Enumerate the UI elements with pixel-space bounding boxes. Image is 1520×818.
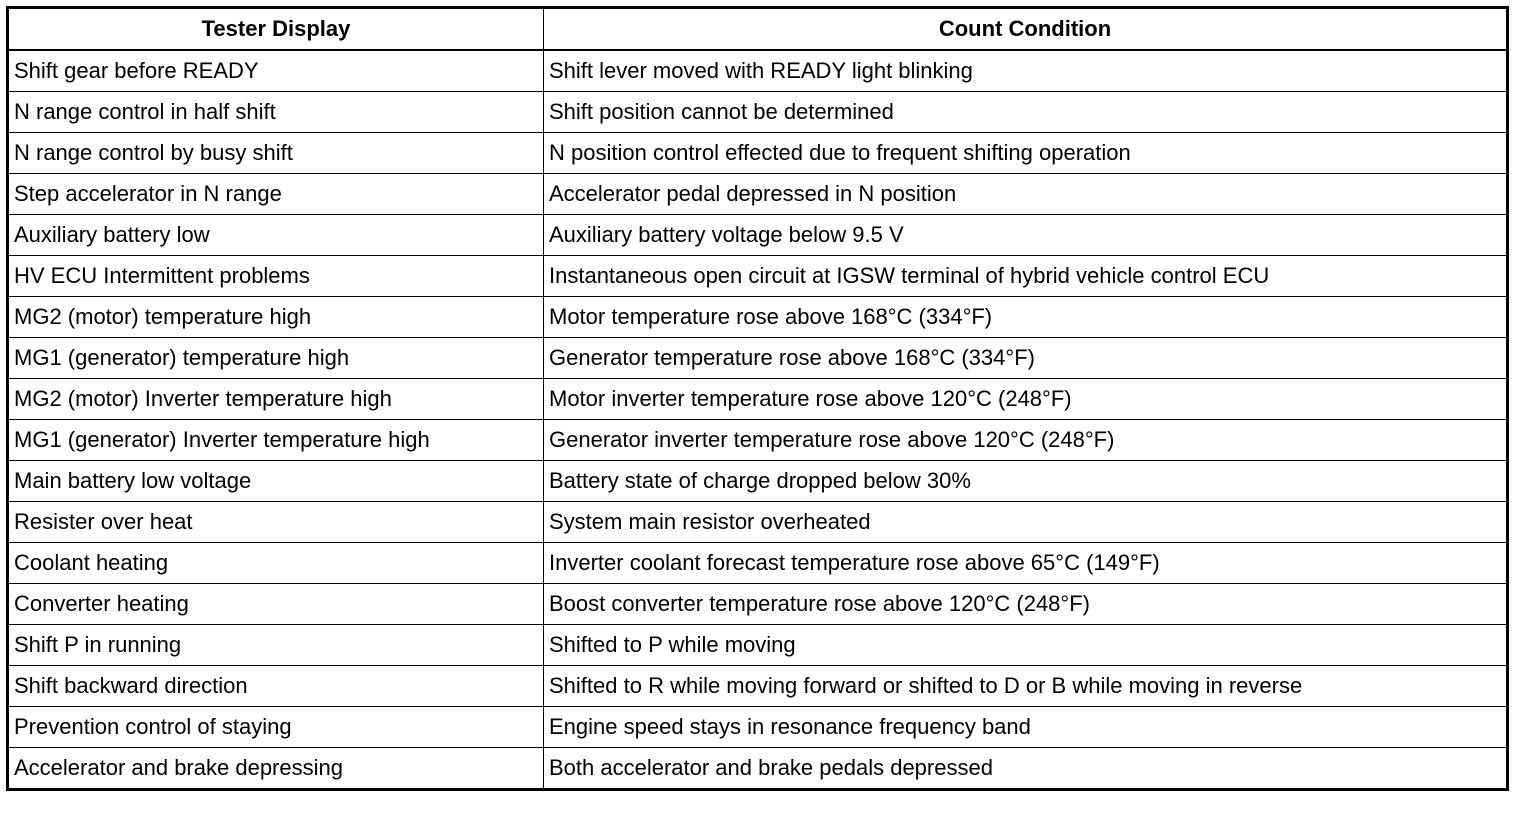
- table-row: [8, 502, 1508, 543]
- count-condition-cell: Motor inverter temperature rose above 120°C (248°F): [544, 379, 1508, 420]
- table-row: [8, 215, 1508, 256]
- count-condition-cell: N position control effected due to frequent shifting operation: [544, 133, 1508, 174]
- tester-display-cell: MG2 (motor) temperature high: [8, 297, 544, 338]
- tester-display-cell: Shift P in running: [8, 625, 544, 666]
- tester-display-cell: Resister over heat: [8, 502, 544, 543]
- table-row: [8, 748, 1508, 790]
- table-row: [8, 543, 1508, 584]
- count-condition-cell: Shifted to R while moving forward or shifted to D or B while moving in reverse: [544, 666, 1508, 707]
- count-condition-cell: Battery state of charge dropped below 30%: [544, 461, 1508, 502]
- header-count-condition: Count Condition: [544, 8, 1508, 51]
- header-tester-display: Tester Display: [8, 8, 544, 51]
- tester-display-cell: Prevention control of staying: [8, 707, 544, 748]
- table-row: [8, 666, 1508, 707]
- table-header-row: [8, 8, 1508, 51]
- count-condition-cell: Generator inverter temperature rose above 120°C (248°F): [544, 420, 1508, 461]
- count-condition-cell: Accelerator pedal depressed in N position: [544, 174, 1508, 215]
- count-condition-cell: Instantaneous open circuit at IGSW terminal of hybrid vehicle control ECU: [544, 256, 1508, 297]
- tester-display-cell: Auxiliary battery low: [8, 215, 544, 256]
- table-row: [8, 420, 1508, 461]
- count-condition-cell: Auxiliary battery voltage below 9.5 V: [544, 215, 1508, 256]
- tester-display-table: [6, 6, 1509, 791]
- count-condition-cell: Motor temperature rose above 168°C (334°F): [544, 297, 1508, 338]
- table-row: [8, 338, 1508, 379]
- table-row: [8, 256, 1508, 297]
- table-row: [8, 625, 1508, 666]
- table-row: [8, 92, 1508, 133]
- tester-display-cell: MG2 (motor) Inverter temperature high: [8, 379, 544, 420]
- table-body: [8, 50, 1508, 790]
- table-row: [8, 174, 1508, 215]
- count-condition-cell: Inverter coolant forecast temperature rose above 65°C (149°F): [544, 543, 1508, 584]
- tester-display-cell: Shift gear before READY: [8, 50, 544, 92]
- count-condition-cell: Shifted to P while moving: [544, 625, 1508, 666]
- table-row: [8, 461, 1508, 502]
- count-condition-cell: Generator temperature rose above 168°C (334°F): [544, 338, 1508, 379]
- tester-display-cell: Step accelerator in N range: [8, 174, 544, 215]
- tester-display-cell: Converter heating: [8, 584, 544, 625]
- count-condition-cell: Engine speed stays in resonance frequency band: [544, 707, 1508, 748]
- tester-display-cell: Accelerator and brake depressing: [8, 748, 544, 790]
- tester-display-cell: Shift backward direction: [8, 666, 544, 707]
- count-condition-cell: Boost converter temperature rose above 120°C (248°F): [544, 584, 1508, 625]
- table-row: [8, 50, 1508, 92]
- table-row: [8, 133, 1508, 174]
- count-condition-cell: Shift lever moved with READY light blinking: [544, 50, 1508, 92]
- tester-display-cell: Coolant heating: [8, 543, 544, 584]
- table-row: [8, 707, 1508, 748]
- table-row: [8, 584, 1508, 625]
- table-row: [8, 379, 1508, 420]
- count-condition-cell: Shift position cannot be determined: [544, 92, 1508, 133]
- tester-display-cell: HV ECU Intermittent problems: [8, 256, 544, 297]
- tester-display-cell: N range control by busy shift: [8, 133, 544, 174]
- tester-display-table-container: [6, 6, 1506, 791]
- tester-display-cell: N range control in half shift: [8, 92, 544, 133]
- count-condition-cell: System main resistor overheated: [544, 502, 1508, 543]
- table-row: [8, 297, 1508, 338]
- tester-display-cell: MG1 (generator) temperature high: [8, 338, 544, 379]
- tester-display-cell: Main battery low voltage: [8, 461, 544, 502]
- tester-display-cell: MG1 (generator) Inverter temperature high: [8, 420, 544, 461]
- count-condition-cell: Both accelerator and brake pedals depressed: [544, 748, 1508, 790]
